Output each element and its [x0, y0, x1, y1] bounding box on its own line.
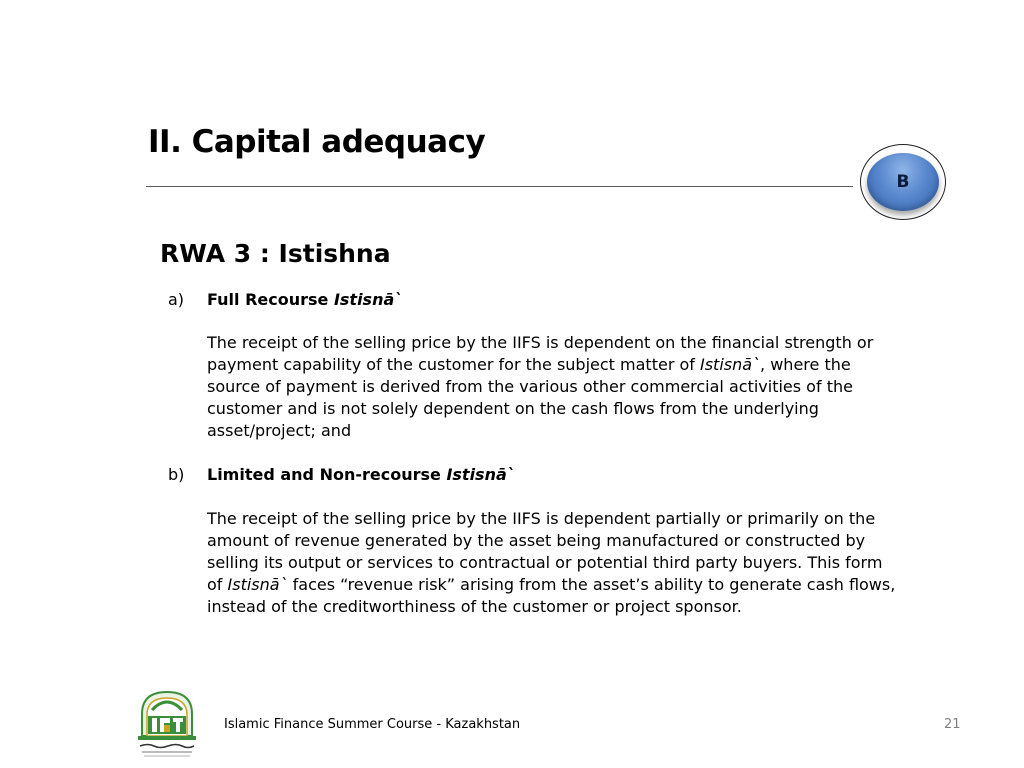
- item-heading-b-term: Istisnā`: [446, 465, 515, 484]
- item-heading-b-prefix: Limited and Non-recourse: [207, 465, 447, 484]
- item-body-a: [207, 332, 897, 442]
- section-badge: [867, 153, 939, 211]
- title-divider: [146, 186, 853, 187]
- item-heading-a: [207, 289, 402, 311]
- slide-subtitle: RWA 3 : Istishna: [160, 239, 391, 268]
- item-body-b-part1: The receipt of the selling price by the IIFS is dependent partially or primarily on the amount of revenue generated by the asset being manufactured or constructed by selling its output or services to contractual or potential third party buyers. This form of: [207, 509, 883, 594]
- item-body-b: [207, 508, 897, 618]
- page-number: 21: [944, 717, 961, 732]
- item-body-b-term: Istisnā`: [227, 575, 288, 594]
- footer-course-title: Islamic Finance Summer Course - Kazakhstan: [224, 717, 521, 732]
- irti-logo-icon: [128, 688, 206, 760]
- item-heading-a-prefix: Full Recourse: [207, 290, 334, 309]
- item-heading-a-term: Istisnā`: [333, 290, 403, 309]
- item-body-a-part1: The receipt of the selling price by the IIFS is dependent on the financial strength or payment capability of the customer for the subject matter of: [207, 333, 874, 374]
- item-heading-b: [207, 464, 515, 486]
- item-body-a-term: Istisnā`: [699, 355, 761, 374]
- item-marker-a: a): [168, 290, 185, 309]
- item-body-b-part2: faces “revenue risk” arising from the asset’s ability to generate cash flows, instead of the creditworthiness of the customer or project sponsor.: [207, 575, 896, 616]
- item-body-a-part2: , where the source of payment is derived from the various other commercial activities of the customer and is not solely dependent on the cash flows from the underlying asset/project; and: [207, 355, 853, 440]
- section-badge-letter: B: [896, 172, 910, 192]
- item-marker-b: b): [168, 465, 185, 484]
- slide-title: II. Capital adequacy: [148, 124, 486, 160]
